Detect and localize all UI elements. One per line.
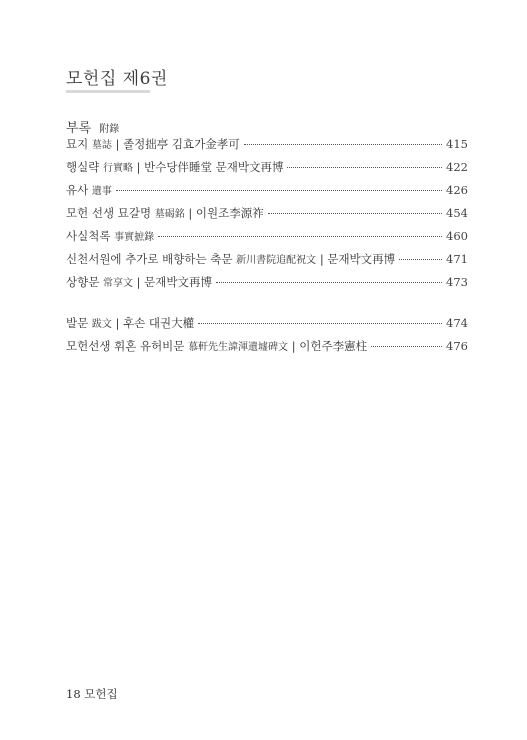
toc-entry-title: 모헌선생 휘혼 유허비문 [66, 339, 185, 353]
toc-entry-heading [66, 315, 194, 331]
toc-entry [66, 159, 468, 182]
dot-leader [399, 259, 442, 260]
toc-entry-title: 묘지 [66, 137, 89, 151]
toc-entry-author: 졸정拙亭 김효가金孝可 [123, 137, 240, 151]
toc-list-appendix [66, 136, 468, 297]
toc-entry-separator: | [319, 252, 324, 266]
page-title: 모헌집 제6권 [66, 69, 168, 89]
toc-entry-title: 발문 [66, 316, 89, 330]
toc-entry-page: 474 [446, 316, 468, 330]
toc-entry [66, 205, 468, 228]
toc-entry-heading [66, 338, 367, 354]
footer-book-title: 모헌집 [84, 687, 118, 701]
toc-entry-page: 471 [446, 252, 468, 266]
toc-entry-separator: | [115, 316, 120, 330]
toc-list-postscript [66, 315, 468, 361]
dot-leader [287, 167, 442, 168]
toc-entry-author: 반수당伴睡堂 문재박文再博 [144, 160, 284, 174]
toc-entry-title: 유사 [66, 183, 89, 197]
toc-entry-author: 이원조李源祚 [195, 206, 264, 220]
page-footer [66, 686, 118, 702]
toc-entry-title: 신천서원에 추가로 배향하는 축문 [66, 252, 233, 266]
toc-entry-separator: | [291, 339, 296, 353]
title-underline [66, 90, 150, 93]
toc-entry-title: 행실략 [66, 160, 100, 174]
toc-entry-author: 문재박文再博 [327, 252, 396, 266]
toc-entry-separator: | [188, 206, 193, 220]
toc-entry-author: 후손 대권大權 [123, 316, 195, 330]
toc-entry-hanja: 跋文 [91, 319, 112, 330]
toc-entry-hanja: 遺事 [91, 186, 112, 197]
toc-entry-hanja: 新川書院追配祝文 [236, 255, 317, 266]
toc-entry-page: 454 [446, 206, 468, 220]
dot-leader [371, 346, 442, 347]
toc-entry-separator: | [136, 160, 141, 174]
toc-entry [66, 228, 468, 251]
toc-entry-author: 이헌주李憲柱 [299, 339, 368, 353]
section-heading [66, 117, 119, 136]
toc-entry [66, 182, 468, 205]
toc-entry-hanja: 慕軒先生諱渾遺墟碑文 [188, 342, 289, 353]
dot-leader [158, 236, 442, 237]
toc-entry-page: 415 [446, 137, 468, 151]
section-hanja: 附錄 [99, 124, 120, 135]
toc-entry-heading [66, 205, 264, 221]
toc-entry-hanja: 常享文 [102, 278, 133, 289]
toc-entry-page: 426 [446, 183, 468, 197]
dot-leader [268, 213, 442, 214]
dot-leader [216, 282, 442, 283]
toc-entry-title: 상향문 [66, 275, 100, 289]
section-label: 부록 [66, 121, 92, 136]
dot-leader [116, 190, 442, 191]
toc-entry-separator: | [115, 137, 120, 151]
toc-entry-separator: | [136, 275, 141, 289]
toc-entry-hanja: 墓誌 [91, 140, 112, 151]
toc-entry-page: 476 [446, 339, 468, 353]
toc-entry [66, 251, 468, 274]
dot-leader [244, 144, 442, 145]
toc-entry-heading [66, 182, 112, 198]
footer-page-number: 18 [66, 687, 81, 701]
toc-entry [66, 315, 468, 338]
toc-entry-title: 모헌 선생 묘갈명 [66, 206, 152, 220]
toc-entry-page: 460 [446, 229, 468, 243]
toc-entry [66, 338, 468, 361]
toc-entry-hanja: 事實摭錄 [114, 232, 155, 243]
toc-entry-hanja: 墓碣銘 [154, 209, 185, 220]
toc-entry-title: 사실척록 [66, 229, 111, 243]
toc-entry-heading [66, 136, 240, 152]
toc-entry-heading [66, 251, 395, 267]
toc-entry-page: 473 [446, 275, 468, 289]
dot-leader [198, 323, 442, 324]
toc-entry-author: 문재박文再博 [144, 275, 212, 289]
toc-entry [66, 274, 468, 297]
toc-entry-heading [66, 159, 283, 175]
toc-entry-page: 422 [446, 160, 468, 174]
toc-entry-heading [66, 274, 212, 290]
toc-entry [66, 136, 468, 159]
toc-entry-hanja: 行實略 [102, 163, 133, 174]
toc-entry-heading [66, 228, 154, 244]
